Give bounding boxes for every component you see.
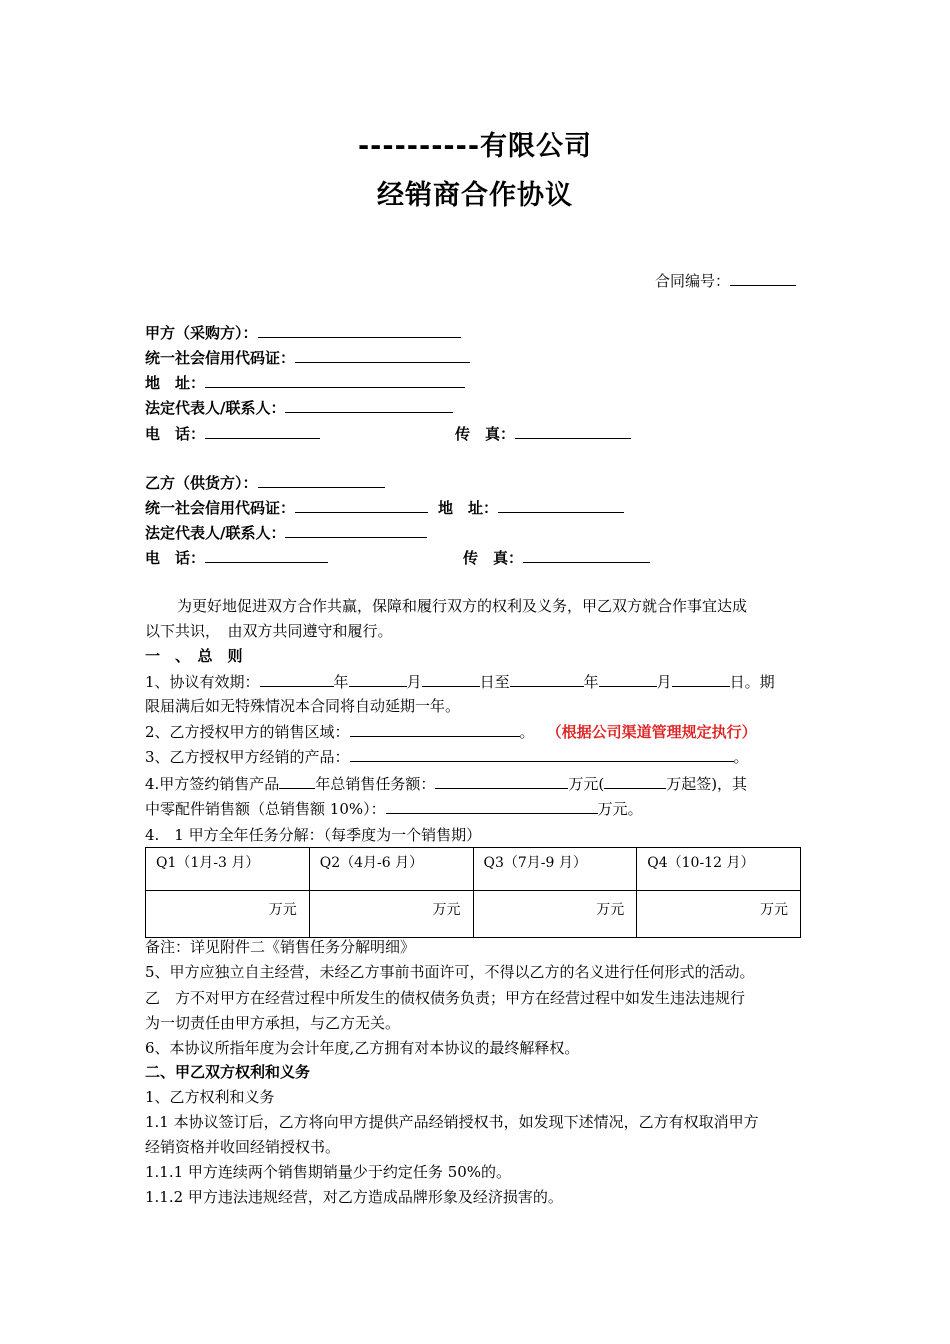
minimum-target-blank[interactable] xyxy=(604,773,666,789)
intro-line-2: 以下共识， 由双方共同遵守和履行。 xyxy=(145,622,393,640)
party-a-fax xyxy=(455,423,631,444)
annual-target-label: 年总销售任务额： xyxy=(315,775,436,793)
minimum-label: 万起签)，其 xyxy=(666,775,748,793)
sales-region-blank[interactable] xyxy=(350,721,520,737)
party-a-fax-blank[interactable] xyxy=(515,423,631,439)
clause-2-region xyxy=(145,721,757,742)
party-a-name-blank[interactable] xyxy=(258,322,461,338)
products-blank[interactable] xyxy=(350,746,734,762)
party-b-address-blank[interactable] xyxy=(498,497,624,513)
parts-sales-blank[interactable] xyxy=(386,798,598,814)
target-year-blank[interactable] xyxy=(279,773,315,789)
contract-number-blank[interactable] xyxy=(730,270,796,286)
party-a-name-label: 甲方（采购方）： xyxy=(145,324,258,342)
clause-4-target xyxy=(145,773,747,794)
party-a-address-label: 地 址： xyxy=(145,374,206,392)
clause-2-label: 2、乙方授权甲方的销售区域： xyxy=(145,723,350,741)
quarter-q3-header: Q3（7月-9 月） xyxy=(473,848,637,891)
party-b-address-label: 地 址： xyxy=(438,499,499,517)
quarter-q1-value[interactable]: 万元 xyxy=(146,891,310,938)
quarter-q1-header: Q1（1月-3 月） xyxy=(146,848,310,891)
party-b-fax-label: 传 真： xyxy=(463,549,524,567)
party-a-phone xyxy=(145,423,320,444)
quarter-q2-value[interactable]: 万元 xyxy=(309,891,473,938)
parts-sales-label: 中零配件销售额（总销售额 10%）： xyxy=(145,800,386,818)
day-end-label: 日。期 xyxy=(729,673,775,691)
clause-1-label: 1、协议有效期： xyxy=(145,673,260,691)
party-a-rep-label: 法定代表人/联系人： xyxy=(145,399,286,417)
clause-1-term xyxy=(145,671,775,692)
clause-2-1: 1、乙方权利和义务 xyxy=(145,1088,275,1106)
party-b-credit-label: 统一社会信用代码证： xyxy=(145,499,296,517)
agreement-title: 经销商合作协议 xyxy=(377,180,573,211)
end-day-blank[interactable] xyxy=(672,671,730,687)
month-label: 月 xyxy=(406,673,422,691)
quarter-q4-header: Q4（10-12 月） xyxy=(637,848,801,891)
end-month-blank[interactable] xyxy=(599,671,657,687)
contract-number-label: 合同编号： xyxy=(655,272,731,290)
start-year-blank[interactable] xyxy=(260,671,334,687)
clause-1-1-2: 1.1.2 甲方违法违规经营，对乙方造成品牌形象及经济损害的。 xyxy=(145,1188,563,1206)
clause-4-parts xyxy=(145,798,643,819)
party-b-rep-blank[interactable] xyxy=(285,522,427,538)
party-a-credit xyxy=(145,347,470,368)
party-b-address xyxy=(438,497,624,518)
parts-unit-label: 万元。 xyxy=(597,800,643,818)
clause-3-label: 3、乙方授权甲方经销的产品： xyxy=(145,748,350,766)
party-b-phone-blank[interactable] xyxy=(205,547,328,563)
quarter-q2-header: Q2（4月-6 月） xyxy=(309,848,473,891)
party-b-name xyxy=(145,472,385,493)
channel-policy-note: （根据公司渠道管理规定执行） xyxy=(546,723,757,741)
party-a-phone-blank[interactable] xyxy=(205,423,320,439)
remark: 备注：详见附件二《销售任务分解明细》 xyxy=(145,938,416,956)
day-to-label: 日至 xyxy=(479,673,510,691)
clause-1-1-line-2: 经销资格并收回经销授权书。 xyxy=(145,1138,341,1156)
party-b-rep-label: 法定代表人/联系人： xyxy=(145,524,286,542)
clause-1-extension: 限届满后如无特殊情况本合同将自动延期一年。 xyxy=(145,697,461,715)
month-label: 月 xyxy=(656,673,672,691)
clause-1-1-1: 1.1.1 甲方连续两个销售期销量少于约定任务 50%的。 xyxy=(145,1163,512,1181)
party-a-address-blank[interactable] xyxy=(205,372,465,388)
clause-3-products xyxy=(145,746,749,767)
party-a-address xyxy=(145,372,465,393)
party-b-fax-blank[interactable] xyxy=(523,547,650,563)
party-a-rep-blank[interactable] xyxy=(285,397,453,413)
party-b-credit-blank[interactable] xyxy=(295,497,428,513)
clause-3-end: 。 xyxy=(733,748,749,766)
end-year-blank[interactable] xyxy=(510,671,584,687)
start-day-blank[interactable] xyxy=(422,671,480,687)
party-a-name xyxy=(145,322,461,343)
clause-6: 6、本协议所指年度为会计年度,乙方拥有对本协议的最终解释权。 xyxy=(145,1039,580,1057)
year-label: 年 xyxy=(333,673,349,691)
clause-4-1-breakdown: 4. 1 甲方全年任务分解：（每季度为一个销售期） xyxy=(145,826,482,844)
section-2-heading: 二、甲乙双方权利和义务 xyxy=(145,1063,311,1081)
party-b-name-blank[interactable] xyxy=(258,472,385,488)
party-b-phone-label: 电 话： xyxy=(145,549,206,567)
quarter-q4-value[interactable]: 万元 xyxy=(637,891,801,938)
party-a-rep xyxy=(145,397,453,418)
table-row xyxy=(146,891,801,938)
quarter-q3-value[interactable]: 万元 xyxy=(473,891,637,938)
clause-5-line-2: 乙 方不对甲方在经营过程中所发生的债权债务负责；甲方在经营过程中如发生违法违规行 xyxy=(145,989,746,1007)
clause-2-end: 。 xyxy=(519,723,535,741)
intro-line-1: 为更好地促进双方合作共赢，保障和履行双方的权利及义务，甲乙双方就合作事宜达成 xyxy=(177,597,748,615)
year-label: 年 xyxy=(583,673,599,691)
company-title: ----------有限公司 xyxy=(357,131,593,162)
table-row xyxy=(146,848,801,891)
party-a-credit-label: 统一社会信用代码证： xyxy=(145,349,296,367)
party-b-credit xyxy=(145,497,428,518)
party-a-credit-blank[interactable] xyxy=(295,347,470,363)
party-b-phone xyxy=(145,547,328,568)
party-b-fax xyxy=(463,547,650,568)
start-month-blank[interactable] xyxy=(349,671,407,687)
clause-4-label: 4.甲方签约销售产品 xyxy=(145,775,280,793)
wan-yuan-label: 万元( xyxy=(568,775,605,793)
party-a-fax-label: 传 真： xyxy=(455,425,516,443)
clause-5-line-1: 5、甲方应独立自主经营，未经乙方事前书面许可，不得以乙方的名义进行任何形式的活动。 xyxy=(145,963,755,981)
annual-target-blank[interactable] xyxy=(435,773,568,789)
contract-number xyxy=(655,270,796,291)
section-1-heading: 一 、 总 则 xyxy=(145,647,243,665)
party-b-rep xyxy=(145,522,427,543)
party-a-phone-label: 电 话： xyxy=(145,425,206,443)
clause-5-line-3: 为一切责任由甲方承担，与乙方无关。 xyxy=(145,1014,401,1032)
clause-1-1-line-1: 1.1 本协议签订后，乙方将向甲方提供产品经销授权书，如发现下述情况，乙方有权取消甲方 xyxy=(145,1113,759,1131)
party-b-name-label: 乙方（供货方）： xyxy=(145,474,258,492)
quarterly-target-table xyxy=(145,847,801,938)
